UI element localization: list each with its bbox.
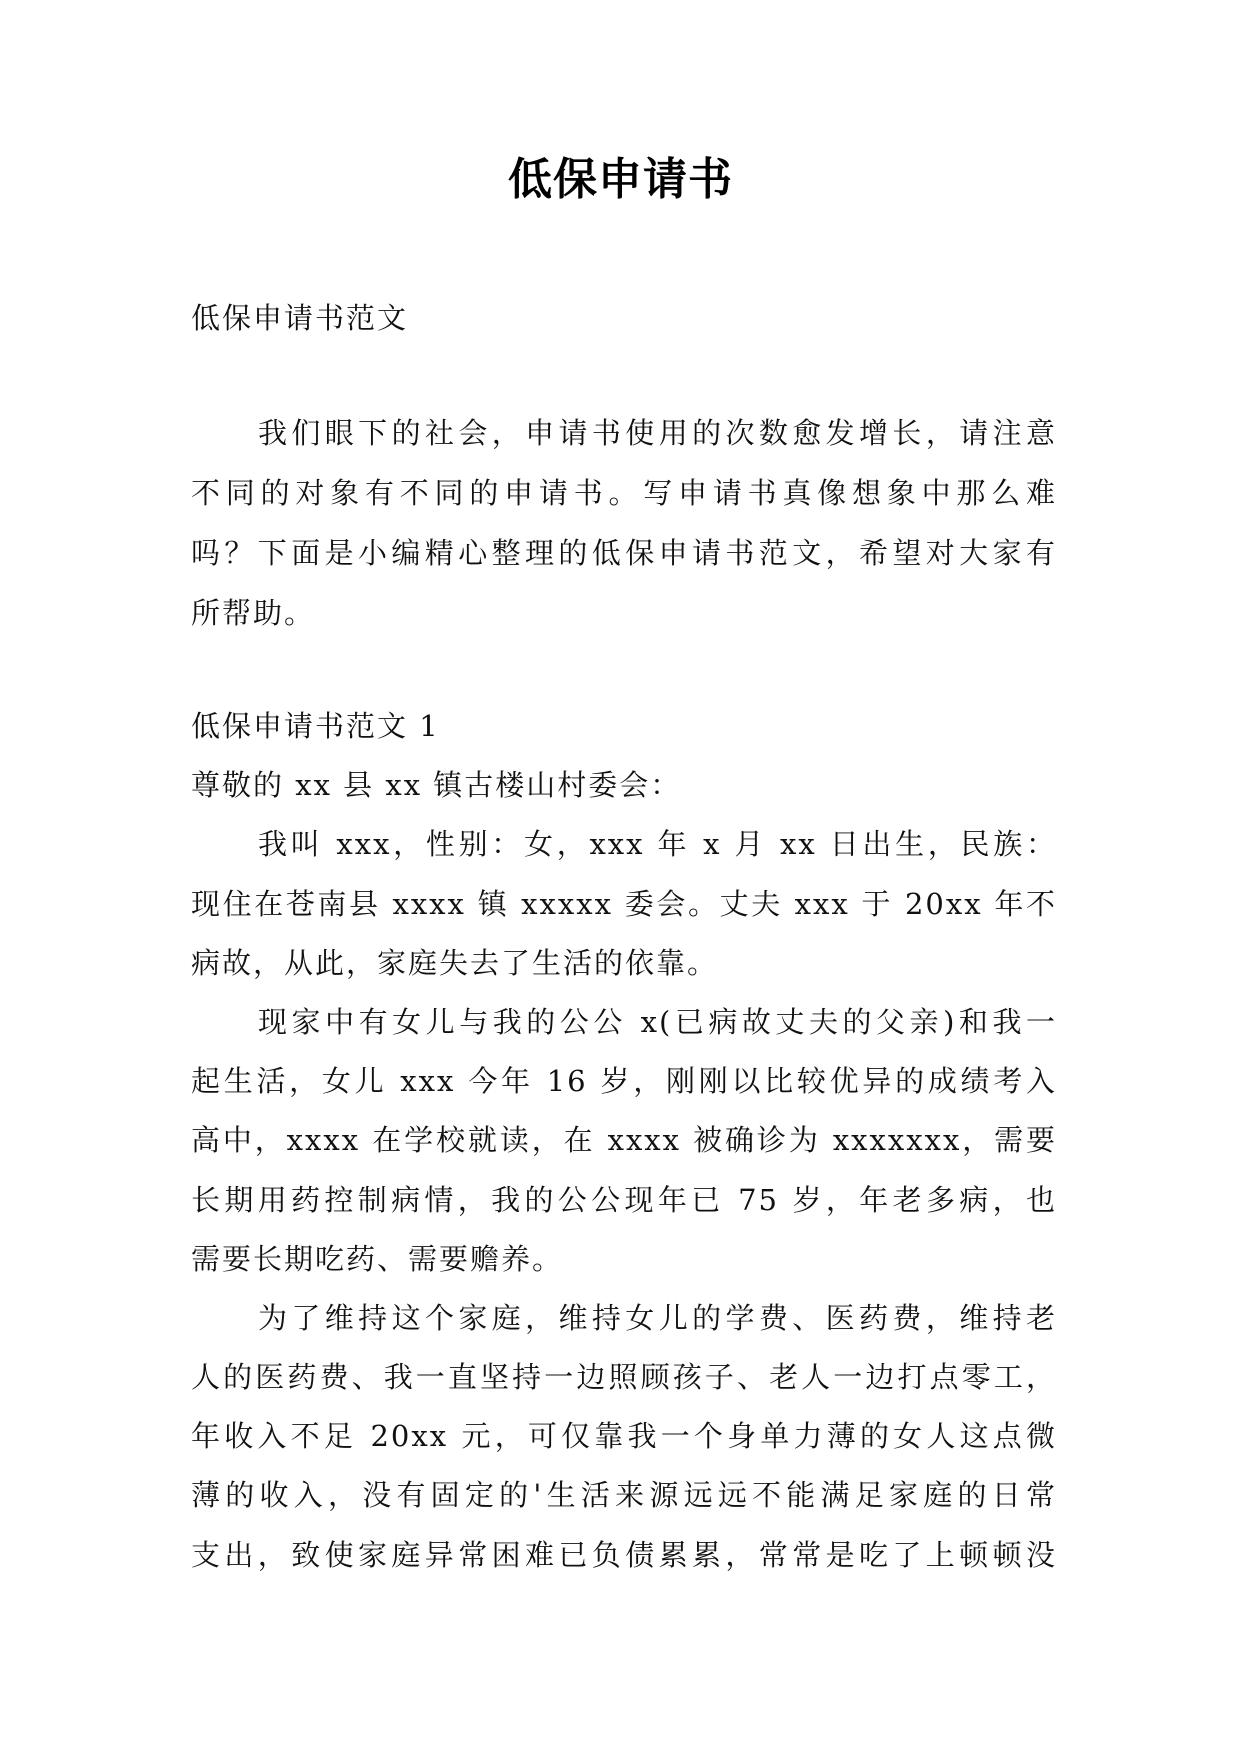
text-line: 需要长期吃药、需要赡养。 [191,1241,564,1276]
text-line: 为了维持这个家庭，维持女儿的学费、医药费，维持老 [258,1300,1057,1335]
text-line: 我叫 xxx，性别：女，xxx 年 x 月 xx 日出生，民族： [258,827,1057,862]
intro-paragraph [191,403,1057,643]
text-line: 年收入不足 20xx 元，可仅靠我一个身单力薄的女人这点微 [191,1419,1057,1454]
subtitle-section [191,288,1057,348]
text-line: 起生活，女儿 xxx 今年 16 岁，刚刚以比较优异的成绩考入 [191,1064,1057,1099]
text-line: 不同的对象有不同的申请书。写申请书真像想象中那么难 [191,476,1057,510]
text-line: 人的医药费、我一直坚持一边照顾孩子、老人一边打点零工， [191,1360,1057,1395]
text-line: 长期用药控制病情，我的公公现年已 75 岁，年老多病，也 [191,1182,1057,1217]
paragraph [191,815,1057,993]
text-line: 支出，致使家庭异常困难已负债累累，常常是吃了上顿顿没 [191,1537,1057,1572]
text-line: 薄的收入，没有固定的'生活来源远远不能满足家庭的日常 [191,1478,1057,1513]
text-line: 病故，从此，家庭失去了生活的依靠。 [191,945,719,980]
paragraph [191,1289,1057,1585]
document-title: 低保申请书 [508,154,733,205]
text-line: 我们眼下的社会，申请书使用的次数愈发增长，请注意 [258,416,1057,450]
salutation: 尊敬的 xx 县 xx 镇古楼山村委会： [191,768,682,803]
text-line: 现住在苍南县 xxxx 镇 xxxxx 委会。丈夫 xxx 于 20xx 年不 [191,886,1057,921]
text-line: 高中，xxxx 在学校就读，在 xxxx 被确诊为 xxxxxxx，需要 [191,1123,1057,1158]
text-line: 现家中有女儿与我的公公 x(已病故丈夫的父亲)和我一 [258,1004,1057,1039]
text-line: 所帮助。 [191,596,316,630]
section-heading: 低保申请书范文 1 [191,709,440,743]
text-line: 吗？下面是小编精心整理的低保申请书范文，希望对大家有 [191,536,1057,570]
paragraph [191,993,1057,1289]
document-subtitle: 低保申请书范文 [191,301,409,335]
sample-letter-section [191,697,1057,1585]
